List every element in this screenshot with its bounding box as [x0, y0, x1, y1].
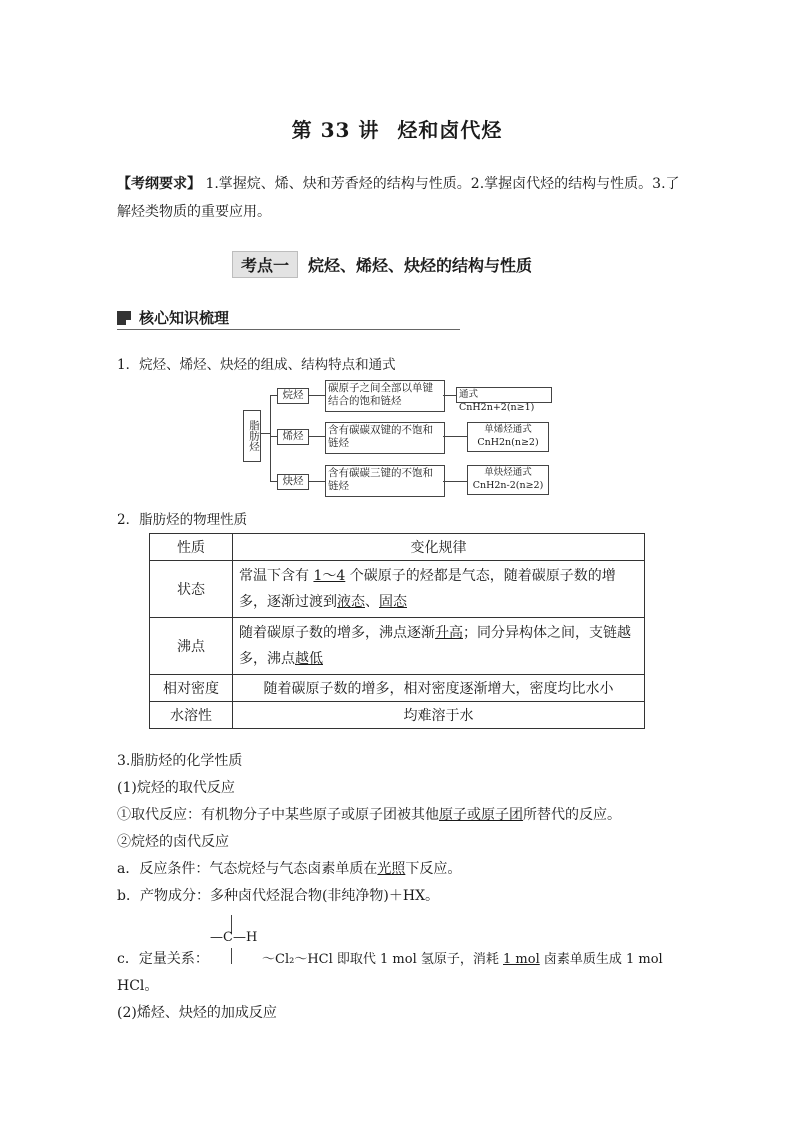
table-row — [150, 702, 645, 729]
table-cell-rule: 均难溶于水 — [233, 702, 645, 729]
lecture-title — [0, 114, 794, 143]
halogenation-heading: ②烷烃的卤代反应 — [117, 834, 229, 850]
diagram-root: 脂肪烃 — [243, 410, 261, 462]
table-cell-rule: 随着碳原子数的增多，相对密度逐渐增大，密度均比水小 — [233, 675, 645, 702]
requirements-text: 1.掌握烷、烯、炔和芳香烃的结构与性质。2.掌握卤代烃的结构与性质。3.了解烃类物质的重要应用。 — [117, 176, 680, 220]
table-header-rule: 变化规律 — [233, 534, 645, 561]
section-header — [232, 250, 532, 278]
table-cell-rule: 常温下含有 1～4 个碳原子的烃都是气态，随着碳原子数的增多，逐渐过渡到液态、固态 — [233, 561, 645, 618]
diagram-formula-alkene — [467, 422, 549, 452]
table-cell-property: 水溶性 — [150, 702, 233, 729]
square-bullet-icon — [117, 311, 131, 325]
item3-heading: 3.脂肪烃的化学性质 — [117, 753, 243, 769]
item2-heading: 2．脂肪烃的物理性质 — [117, 512, 248, 528]
diagram-formula-alkane: 通式CnH2n+2(n≥1) — [456, 387, 552, 403]
substitution-definition: ①取代反应：有机物分子中某些原子或原子团被其他原子或原子团所替代的反应。 — [117, 807, 621, 823]
table-header-property: 性质 — [150, 534, 233, 561]
quant-label: c．定量关系： — [117, 951, 209, 967]
exam-requirements — [117, 170, 687, 226]
table-row — [150, 675, 645, 702]
table-row — [150, 618, 645, 675]
core-heading — [117, 307, 229, 328]
table-cell-rule: 随着碳原子数的增多，沸点逐渐升高；同分异构体之间，支链越多，沸点越低 — [233, 618, 645, 675]
quant-relation: ～Cl₂～HCl 即取代 1 mol 氢原子，消耗 1 mol 卤素单质生成 1 mol — [262, 952, 663, 967]
formula-title-alkene: 单烯烃通式 — [484, 424, 532, 435]
ch-structure — [210, 915, 270, 965]
section-title: 烷烃、烯烃、炔烃的结构与性质 — [308, 255, 533, 275]
physical-properties-table — [149, 533, 645, 729]
sub1-heading: (1)烷烃的取代反应 — [117, 780, 235, 796]
requirements-label: 【考纲要求】 — [117, 176, 201, 192]
table-cell-property: 相对密度 — [150, 675, 233, 702]
diagram-desc-alkyne: 含有碳碳三键的不饱和链烃 — [325, 465, 445, 497]
diagram-desc-alkane: 碳原子之间全部以单键结合的饱和链烃 — [325, 380, 445, 412]
table-cell-property: 沸点 — [150, 618, 233, 675]
diagram-desc-alkene: 含有碳碳双键的不饱和链烃 — [325, 422, 445, 454]
formula-alkene: CnH2n(n≥2) — [477, 437, 539, 448]
diagram-branch-alkane: 烷烃 — [277, 388, 309, 404]
table-row — [150, 561, 645, 618]
core-heading-text: 核心知识梳理 — [139, 309, 230, 327]
hydrocarbon-diagram — [240, 378, 560, 496]
formula-title-alkyne: 单炔烃通式 — [484, 467, 532, 478]
quant-relation-cont: HCl。 — [117, 978, 159, 994]
diagram-branch-alkyne: 炔烃 — [277, 474, 309, 490]
section-tag: 考点一 — [232, 251, 298, 278]
product-composition: b．产物成分：多种卤代烃混合物(非纯净物)＋HX。 — [117, 888, 440, 904]
item1-heading: 1．烷烃、烯烃、炔烃的组成、结构特点和通式 — [117, 357, 396, 373]
diagram-formula-alkyne — [467, 465, 549, 495]
table-header-row — [150, 534, 645, 561]
sub2-heading: (2)烯烃、炔烃的加成反应 — [117, 1005, 277, 1021]
table-cell-property: 状态 — [150, 561, 233, 618]
diagram-branch-alkene: 烯烃 — [277, 429, 309, 445]
lecture-name: 烃和卤代烃 — [397, 118, 503, 142]
lecture-number: 第 33 讲 — [291, 118, 380, 142]
heading-underline — [117, 329, 460, 330]
reaction-condition: a．反应条件：气态烷烃与气态卤素单质在光照下反应。 — [117, 861, 462, 877]
formula-alkyne: CnH2n-2(n≥2) — [472, 480, 544, 491]
ch-structure-text: —C—H — [210, 930, 258, 945]
